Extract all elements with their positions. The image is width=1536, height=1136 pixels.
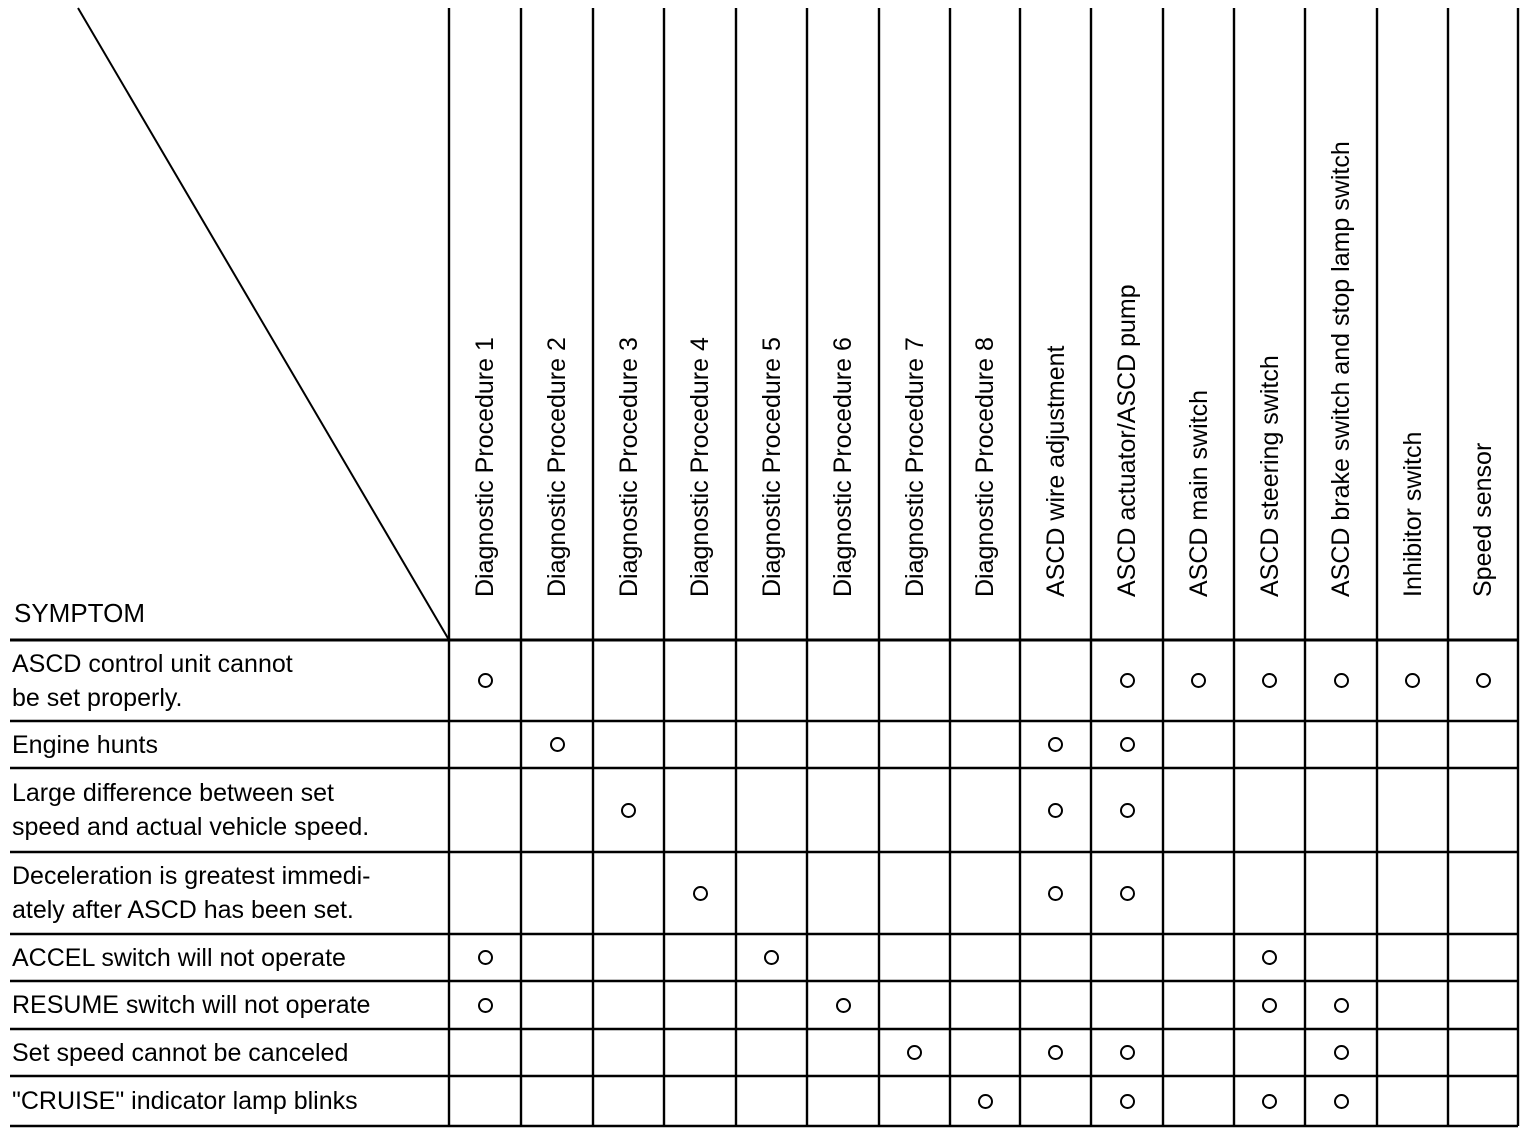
column-header-label: Diagnostic Procedure 7	[900, 337, 929, 597]
check-mark-circle	[1334, 1094, 1349, 1109]
check-mark-circle	[1334, 673, 1349, 688]
symptom-label-line: Deceleration is greatest immedi-	[12, 862, 371, 890]
column-header-label: Speed sensor	[1469, 442, 1497, 597]
check-mark-circle	[1405, 673, 1420, 688]
symptom-label-line: ACCEL switch will not operate	[12, 943, 346, 972]
check-mark-circle	[1120, 803, 1135, 818]
symptom-label	[12, 721, 448, 768]
check-mark-circle	[1476, 673, 1491, 688]
symptom-label-line: Large difference between set	[12, 779, 334, 807]
symptom-label	[12, 1029, 448, 1076]
column-header-label: Diagnostic Procedure 2	[543, 337, 571, 597]
symptom-label-line: "CRUISE" indicator lamp blinks	[12, 1087, 358, 1115]
check-mark-circle	[1262, 998, 1277, 1013]
column-header-label: ASCD brake switch and stop lamp switch	[1327, 141, 1355, 597]
check-mark-circle	[764, 950, 779, 965]
column-header-label: Diagnostic Procedure 6	[829, 337, 857, 597]
check-mark-circle	[1120, 673, 1135, 688]
column-header-label: ASCD main switch	[1184, 390, 1213, 597]
check-mark-circle	[978, 1094, 993, 1109]
column-header-label: ASCD wire adjustment	[1041, 345, 1070, 597]
symptom-corner-label: SYMPTOM	[14, 598, 145, 628]
check-mark-circle	[1262, 1094, 1277, 1109]
check-mark-circle	[478, 998, 493, 1013]
check-mark-circle	[1048, 737, 1063, 752]
column-header-label: Diagnostic Procedure 1	[471, 337, 499, 597]
check-mark-circle	[1120, 1045, 1135, 1060]
column-header-label: Inhibitor switch	[1398, 431, 1427, 597]
symptom-label-line: be set properly.	[12, 683, 183, 712]
check-mark-circle	[1262, 950, 1277, 965]
symptom-label-line: RESUME switch will not operate	[12, 991, 371, 1019]
corner-diagonal-line	[78, 8, 449, 640]
check-mark-circle	[836, 998, 851, 1013]
check-mark-circle	[1048, 803, 1063, 818]
check-mark-circle	[550, 737, 565, 752]
check-mark-circle	[1048, 886, 1063, 901]
column-header-label: ASCD steering switch	[1255, 355, 1284, 597]
check-mark-circle	[1334, 998, 1349, 1013]
symptom-label	[12, 852, 448, 934]
column-header-label: Diagnostic Procedure 8	[971, 337, 999, 597]
symptom-label	[12, 934, 448, 981]
check-mark-circle	[621, 803, 636, 818]
symptom-label	[12, 768, 448, 852]
column-header-label: Diagnostic Procedure 3	[614, 337, 643, 597]
check-mark-circle	[1048, 1045, 1063, 1060]
symptom-label-line: ately after ASCD has been set.	[12, 896, 354, 924]
symptom-label-line: speed and actual vehicle speed.	[12, 813, 370, 841]
symptom-label-line: Set speed cannot be canceled	[12, 1038, 349, 1067]
check-mark-circle	[1120, 1094, 1135, 1109]
symptom-label	[12, 640, 448, 721]
column-header-label: ASCD actuator/ASCD pump	[1113, 284, 1141, 597]
column-header-label: Diagnostic Procedure 4	[686, 337, 714, 597]
symptom-label-line: Engine hunts	[12, 730, 158, 759]
column-header-label: Diagnostic Procedure 5	[757, 337, 786, 597]
check-mark-circle	[478, 950, 493, 965]
symptom-label	[12, 1076, 448, 1126]
check-mark-circle	[907, 1045, 922, 1060]
check-mark-circle	[693, 886, 708, 901]
symptom-label-line: ASCD control unit cannot	[12, 649, 293, 678]
check-mark-circle	[1191, 673, 1206, 688]
check-mark-circle	[1262, 673, 1277, 688]
symptom-label	[12, 981, 448, 1029]
check-mark-circle	[1120, 737, 1135, 752]
check-mark-circle	[478, 673, 493, 688]
check-mark-circle	[1334, 1045, 1349, 1060]
check-mark-circle	[1120, 886, 1135, 901]
